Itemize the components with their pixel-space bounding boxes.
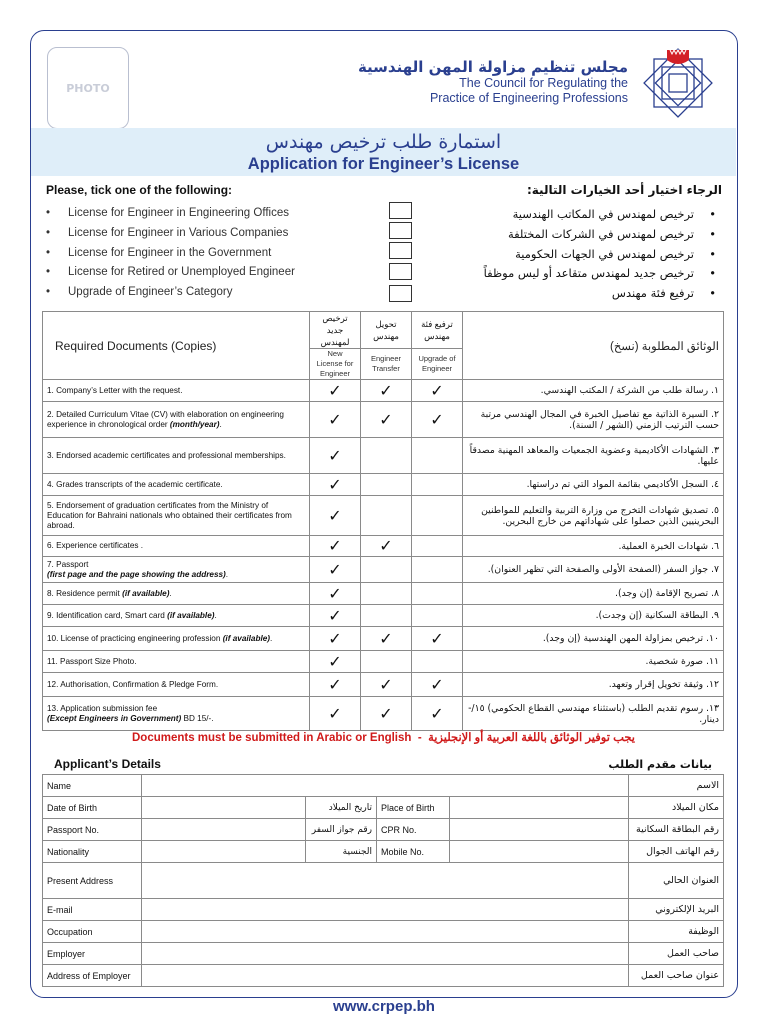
doc-en: [43, 673, 310, 697]
doc-text-end: BD 15/-.: [181, 713, 214, 723]
empty-cell: [412, 438, 463, 474]
check-icon: ✓: [310, 402, 361, 438]
notice-separator: -: [417, 732, 422, 744]
doc-text-emphasis: (month/year): [169, 419, 220, 429]
column-header-en: Upgrade of Engineer: [412, 349, 463, 380]
option-en: [46, 247, 271, 259]
table-row: [43, 557, 724, 583]
table-row: [43, 474, 724, 496]
doc-ar: ٥. تصديق شهادات التخرج من وزارة التربية والتعليم للمواطنين البحرينيين الذين حصلوا على شهاداتهم من خارج البحرين.: [463, 496, 724, 536]
option-label: License for Engineer in the Government: [68, 247, 272, 259]
check-icon: ✓: [310, 438, 361, 474]
doc-ar: ١١. صورة شخصية.: [463, 651, 724, 673]
applicant-title-ar: بيانات مقدم الطلب: [608, 758, 712, 771]
address-label-ar: العنوان الحالي: [629, 863, 724, 899]
empty-cell: [361, 496, 412, 536]
column-header-ar: تحويل مهندس: [361, 312, 412, 349]
doc-ar: ١. رسالة طلب من الشركة / المكتب الهندسي.: [463, 380, 724, 402]
email-field[interactable]: [142, 899, 629, 921]
option-checkbox[interactable]: [389, 242, 412, 259]
doc-text-end: .: [225, 569, 229, 579]
table-row: [43, 496, 724, 536]
employer-address-field[interactable]: [142, 965, 629, 987]
check-icon: ✓: [412, 697, 463, 731]
table-row: [43, 605, 724, 627]
doc-text: 2. Detailed Curriculum Vitae (CV) with elaboration on engineering experience in chronological order: [47, 409, 284, 429]
doc-text: 5. Endorsement of graduation certificates from the Ministry of Education for Bahraini nationals who obtained their certificates from abroad.: [47, 500, 292, 530]
doc-ar: ٨. تصريح الإقامة (إن وجد).: [463, 583, 724, 605]
email-label-ar: البريد الإلكتروني: [629, 899, 724, 921]
empty-cell: [361, 605, 412, 627]
doc-en: [43, 536, 310, 557]
occupation-label: Occupation: [43, 921, 142, 943]
option-label: ترخيص لمهندس في المكاتب الهندسية: [512, 207, 694, 221]
column-header-ar: ترفيع فئة مهندس: [412, 312, 463, 349]
empty-cell: [412, 557, 463, 583]
option-ar: [515, 247, 716, 261]
option-en: [46, 266, 295, 278]
employer-label-ar: صاحب العمل: [629, 943, 724, 965]
table-row: [43, 627, 724, 651]
bullet-icon: •: [709, 286, 716, 300]
doc-text: 10. License of practicing engineering profession: [47, 633, 221, 643]
option-label: ترخيص جديد لمهندس متقاعد أو ليس موظفاً: [483, 266, 694, 280]
table-row: [43, 380, 724, 402]
form-title-ar: استمارة طلب ترخيص مهندس: [265, 131, 502, 153]
empty-cell: [412, 536, 463, 557]
check-icon: ✓: [412, 402, 463, 438]
bullet-icon: •: [709, 227, 716, 241]
table-row: [43, 536, 724, 557]
option-label: License for Engineer in Engineering Offices: [68, 207, 289, 219]
doc-text-end: .: [214, 610, 217, 620]
bullet-icon: •: [709, 247, 716, 261]
form-title-en: Application for Engineer’s License: [247, 155, 520, 173]
option-checkbox[interactable]: [389, 222, 412, 239]
language-notice: [31, 730, 736, 744]
mobile-label-ar: رقم الهاتف الجوال: [629, 841, 724, 863]
doc-en: [43, 697, 310, 731]
check-icon: ✓: [310, 557, 361, 583]
bullet-icon: •: [709, 207, 716, 221]
doc-text: 9. Identification card, Smart card: [47, 610, 165, 620]
doc-en: [43, 627, 310, 651]
option-label: License for Retired or Unemployed Engineer: [68, 266, 295, 278]
occupation-field[interactable]: [142, 921, 629, 943]
check-icon: ✓: [310, 651, 361, 673]
council-name: [358, 58, 628, 106]
table-row: [43, 651, 724, 673]
option-ar: [508, 227, 716, 241]
doc-text: 6. Experience certificates .: [47, 541, 144, 550]
notice-en: Documents must be submitted in Arabic or English: [131, 732, 412, 744]
empty-cell: [361, 438, 412, 474]
table-row: [43, 673, 724, 697]
bullet-icon: •: [709, 266, 716, 280]
check-icon: ✓: [361, 627, 412, 651]
employer-label: Employer: [43, 943, 142, 965]
name-label-ar: الاسم: [629, 775, 724, 797]
option-en: [46, 227, 288, 239]
option-label: ترخيص لمهندس في الشركات المختلفة: [507, 227, 694, 241]
applicant-title-en: Applicant’s Details: [54, 757, 161, 771]
empty-cell: [412, 496, 463, 536]
empty-cell: [361, 651, 412, 673]
doc-text-end: .: [169, 588, 172, 598]
nationality-field[interactable]: [142, 841, 306, 863]
option-checkbox[interactable]: [389, 285, 412, 302]
docs-header-ar: الوثائق المطلوبة (نسخ): [463, 312, 724, 380]
column-header-en: Engineer Transfer: [361, 349, 412, 380]
empty-cell: [412, 605, 463, 627]
name-field[interactable]: [142, 775, 629, 797]
check-icon: ✓: [310, 627, 361, 651]
cpr-label: CPR No.: [377, 819, 450, 841]
dob-label: Date of Birth: [43, 797, 142, 819]
check-icon: ✓: [310, 536, 361, 557]
applicant-details-table: [42, 774, 724, 987]
docs-header-en: Required Documents (Copies): [43, 312, 310, 380]
check-icon: ✓: [361, 380, 412, 402]
bullet-icon: •: [46, 286, 51, 298]
passport-label: Passport No.: [43, 819, 142, 841]
doc-en: [43, 605, 310, 627]
doc-ar: ٣. الشهادات الأكاديمية وعضوية الجمعيات والمعاهد المهنية مصدقاً عليها.: [463, 438, 724, 474]
council-star-logo-icon: [637, 42, 719, 124]
check-icon: ✓: [310, 496, 361, 536]
name-label: Name: [43, 775, 142, 797]
doc-en: [43, 402, 310, 438]
bullet-icon: •: [46, 247, 51, 259]
doc-en: [43, 583, 310, 605]
bullet-icon: •: [46, 227, 51, 239]
email-label: E-mail: [43, 899, 142, 921]
doc-ar: ٤. السجل الأكاديمي بقائمة المواد التي تم دراستها.: [463, 474, 724, 496]
doc-text: 11. Passport Size Photo.: [47, 656, 137, 666]
pob-field[interactable]: [450, 797, 629, 819]
nationality-label-ar: الجنسية: [306, 841, 377, 863]
option-label: ترخيص لمهندس في الجهات الحكومية: [515, 247, 694, 261]
check-icon: ✓: [310, 380, 361, 402]
address-label: Present Address: [43, 863, 142, 899]
doc-text: 7. Passport: [47, 559, 89, 569]
empty-cell: [412, 583, 463, 605]
doc-ar: ٦. شهادات الخبرة العملية.: [463, 536, 724, 557]
doc-en: [43, 438, 310, 474]
pob-label: Place of Birth: [377, 797, 450, 819]
employer-address-label: Address of Employer: [43, 965, 142, 987]
option-ar: [484, 266, 716, 280]
options-prompt-en: Please, tick one of the following:: [46, 183, 233, 197]
option-checkbox[interactable]: [389, 202, 412, 219]
doc-ar: ٧. جواز السفر (الصفحة الأولى والصفحة التي تظهر العنوان).: [463, 557, 724, 583]
occupation-label-ar: الوظيفة: [629, 921, 724, 943]
table-row: [43, 438, 724, 474]
doc-text-emphasis: (if available): [167, 610, 215, 620]
bullet-icon: •: [46, 207, 51, 219]
dob-label-ar: تاريخ الميلاد: [306, 797, 377, 819]
empty-cell: [361, 583, 412, 605]
doc-text-emphasis: (if available): [222, 633, 271, 643]
table-row: [43, 697, 724, 731]
options-prompt-ar: الرجاء اختيار أحد الخيارات التالية:: [526, 183, 722, 197]
check-icon: ✓: [361, 536, 412, 557]
doc-en: [43, 474, 310, 496]
cpr-label-ar: رقم البطاقة السكانية: [629, 819, 724, 841]
option-checkbox[interactable]: [389, 263, 412, 280]
doc-text-end: .: [219, 419, 222, 429]
cpr-field[interactable]: [450, 819, 629, 841]
pob-label-ar: مكان الميلاد: [629, 797, 724, 819]
check-icon: ✓: [361, 402, 412, 438]
doc-text: 3. Endorsed academic certificates and professional memberships.: [47, 450, 286, 460]
doc-ar: ١٣. رسوم تقديم الطلب (باستثناء مهندسي القطاع الحكومي) ١٥/- دينار.: [463, 697, 724, 731]
option-en: [46, 207, 289, 219]
check-icon: ✓: [310, 474, 361, 496]
empty-cell: [361, 557, 412, 583]
notice-ar: يجب توفير الوثائق باللغة العربية أو الإنجليزية: [428, 732, 636, 744]
option-en: [46, 286, 233, 298]
doc-ar: ٢. السيرة الذاتية مع تفاصيل الخبرة في المجال الهندسي مرتبة حسب الترتيب الزمني (الشهر / السنة).: [463, 402, 724, 438]
bullet-icon: •: [46, 266, 51, 278]
doc-en: [43, 496, 310, 536]
passport-label-ar: رقم جواز السفر: [306, 819, 377, 841]
doc-text: 12. Authorisation, Confirmation & Pledge Form.: [47, 679, 219, 689]
doc-en: [43, 651, 310, 673]
option-label: License for Engineer in Various Companies: [68, 227, 289, 239]
doc-ar: ١٠. ترخيص بمزاولة المهن الهندسية (إن وجد).: [463, 627, 724, 651]
nationality-label: Nationality: [43, 841, 142, 863]
doc-ar: ١٢. وثيقة تخويل إقرار وتعهد.: [463, 673, 724, 697]
check-icon: ✓: [361, 697, 412, 731]
employer-address-label-ar: عنوان صاحب العمل: [629, 965, 724, 987]
check-icon: ✓: [310, 673, 361, 697]
check-icon: ✓: [412, 380, 463, 402]
website-link[interactable]: www.crpep.bh: [333, 998, 435, 1015]
council-name-en-2: Practice of Engineering Professions: [429, 91, 628, 105]
dob-field[interactable]: [142, 797, 306, 819]
check-icon: ✓: [310, 697, 361, 731]
option-label: Upgrade of Engineer’s Category: [68, 286, 233, 298]
doc-en: [43, 557, 310, 583]
employer-field[interactable]: [142, 943, 629, 965]
check-icon: ✓: [361, 673, 412, 697]
column-header-en: New License for Engineer: [310, 349, 361, 380]
doc-text: 13. Application submission fee: [47, 703, 158, 713]
check-icon: ✓: [412, 673, 463, 697]
check-icon: ✓: [310, 605, 361, 627]
empty-cell: [412, 474, 463, 496]
empty-cell: [412, 651, 463, 673]
photo-label: PHOTO: [66, 81, 110, 95]
doc-text-emphasis: (if available): [122, 588, 170, 598]
doc-text: 1. Company’s Letter with the request.: [47, 385, 183, 395]
passport-field[interactable]: [142, 819, 306, 841]
table-row: [43, 583, 724, 605]
option-ar: [612, 286, 716, 300]
doc-text-end: .: [270, 633, 273, 643]
table-row: [43, 402, 724, 438]
mobile-label: Mobile No.: [377, 841, 450, 863]
council-name-ar: مجلس تنظيم مزاولة المهن الهندسية: [357, 58, 628, 76]
council-name-en-1: The Council for Regulating the: [459, 76, 628, 90]
photo-box[interactable]: [47, 47, 129, 129]
doc-text-emphasis: (first page and the page showing the address): [47, 569, 226, 579]
option-ar: [513, 207, 716, 221]
doc-en: [43, 380, 310, 402]
form-title-band: [31, 128, 736, 176]
doc-text: 4. Grades transcripts of the academic certificate.: [47, 479, 223, 489]
doc-text: 8. Residence permit: [47, 588, 120, 598]
mobile-field[interactable]: [450, 841, 629, 863]
address-field[interactable]: [142, 863, 629, 899]
required-documents-table: [42, 311, 724, 731]
empty-cell: [361, 474, 412, 496]
check-icon: ✓: [412, 627, 463, 651]
option-label: ترفيع فئة مهندس: [611, 286, 694, 300]
doc-ar: ٩. البطاقة السكانية (إن وجدت).: [463, 605, 724, 627]
column-header-ar: ترخيص جديد لمهندس: [310, 312, 361, 349]
doc-text-emphasis: (Except Engineers in Government): [47, 713, 182, 723]
check-icon: ✓: [310, 583, 361, 605]
